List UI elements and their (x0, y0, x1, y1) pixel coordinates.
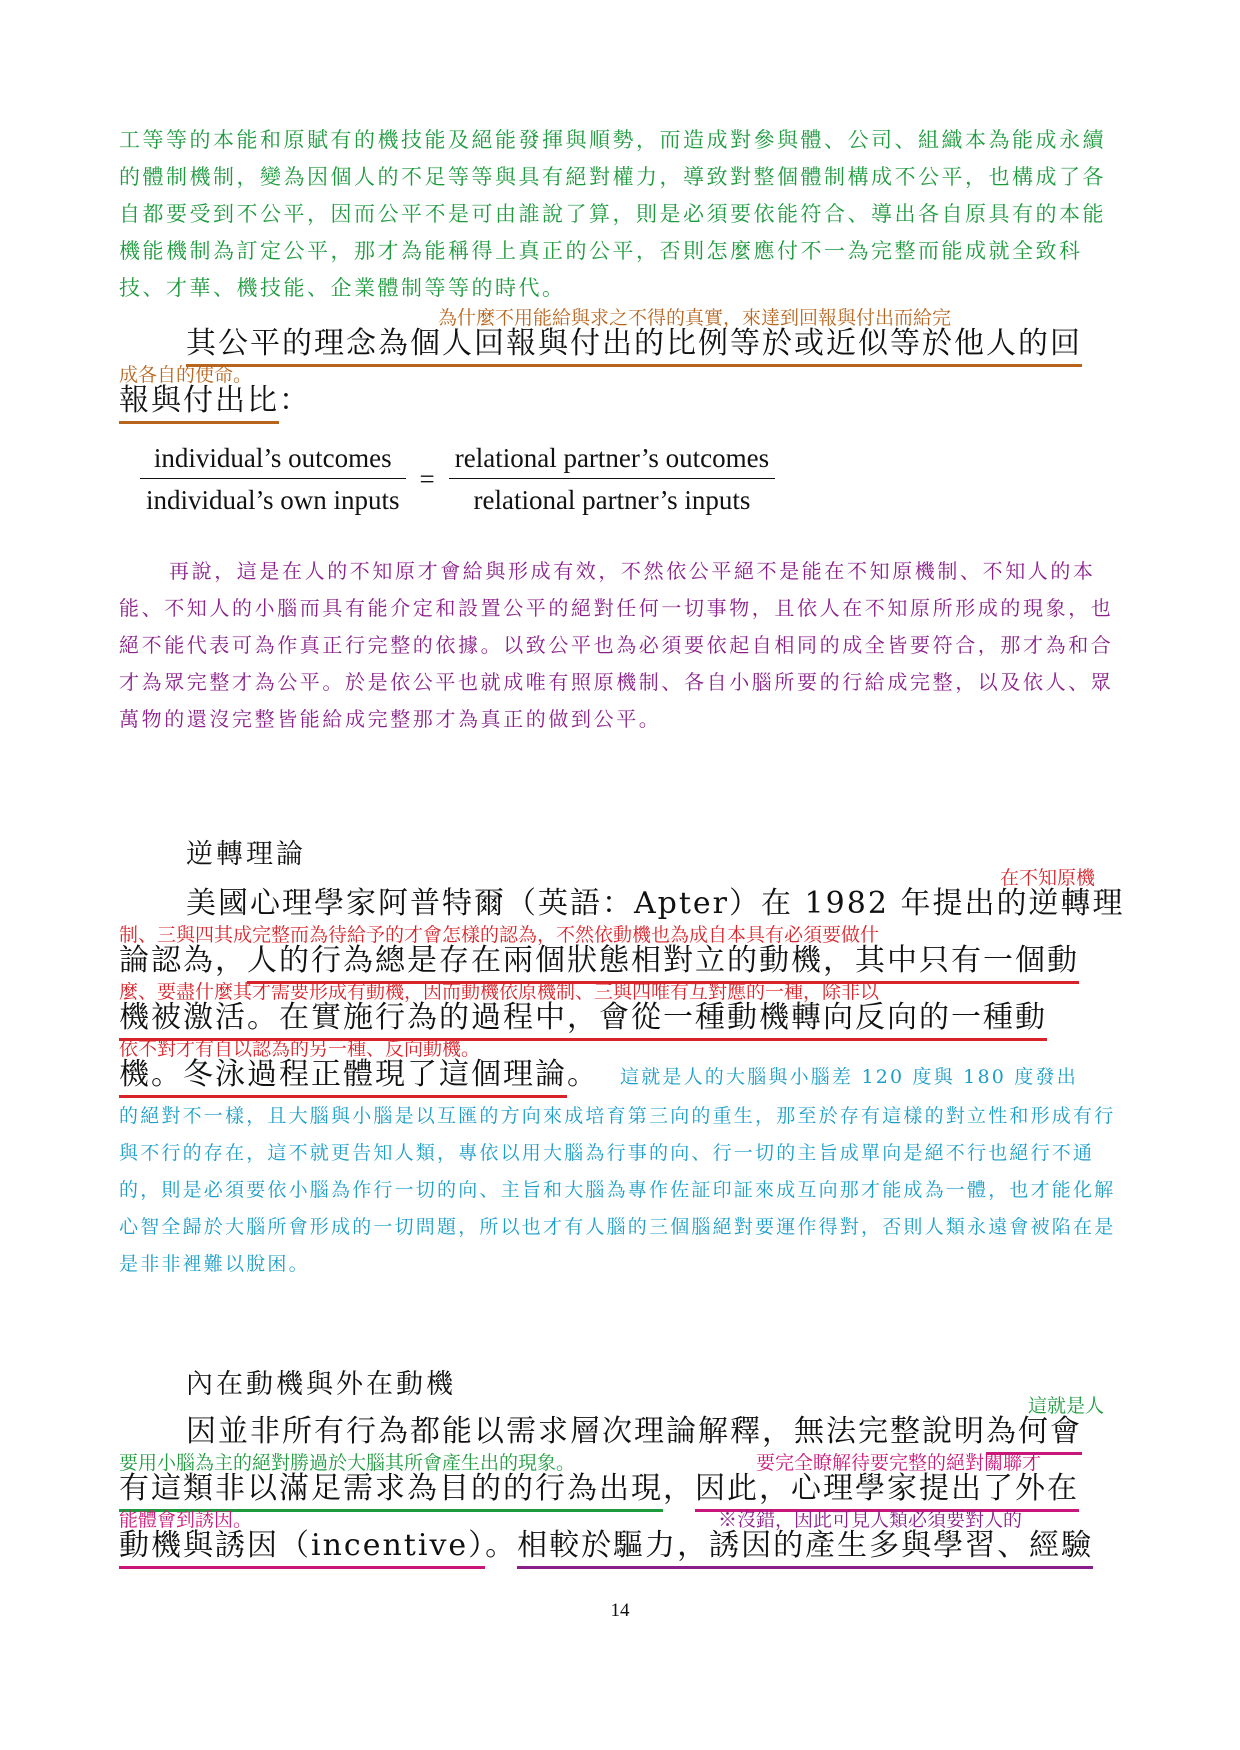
numerator-right: relational partner’s outcomes (449, 443, 775, 479)
underlined-text: 因此，心理學家提出了外在 (695, 1471, 1079, 1512)
section-heading-reversal: 逆轉理論 (186, 839, 306, 870)
text: 。 (567, 1057, 599, 1092)
annotation-note: 依不對才有自以認為的另一種、反向動機。 (119, 1038, 481, 1060)
fraction-left (140, 443, 406, 516)
annotation-note: 能體會到誘因。 (119, 1509, 253, 1531)
underlined-text: 報與付出比 (119, 383, 279, 424)
annotation-note: 要完全瞭解待要完整的絕對關聯才 (756, 1452, 1042, 1474)
underlined-text: 有這類非以滿足需求為目的的行為出現 (119, 1471, 663, 1512)
denominator-right: relational partner’s inputs (473, 485, 751, 515)
underlined-text: 相較於驅力，誘因的產生多與學習、經驗 (517, 1528, 1093, 1569)
denominator-left: individual’s own inputs (146, 485, 400, 515)
reversal-line-4 (119, 1057, 599, 1093)
annotation-note: 在不知原機 (1000, 867, 1096, 889)
text: 論認為， (119, 943, 247, 978)
underlined-text: 機被激活。在實施行為的過程中，會從一種動機轉向反向的一種動 (119, 1000, 1047, 1041)
annotation-note: 制、三與四其成完整而為待給予的才會怎樣的認為，不然依動機也為成自本具有必須要做什 (119, 924, 880, 946)
text: 因並非所有行為都能以需求層次理論解釋，無法完整說明 (186, 1414, 986, 1449)
annotation-note: 要用小腦為主的絕對勝過於大腦其所會產生出的現象。 (119, 1452, 576, 1474)
motivation-line-2 (119, 1471, 1079, 1507)
page-number: 14 (610, 1600, 630, 1621)
equals-sign: = (419, 464, 435, 494)
underlined-text: 為何會 (986, 1414, 1082, 1455)
equity-formula (140, 443, 775, 516)
reversal-line-2 (119, 943, 1079, 979)
equity-line-1 (186, 326, 1082, 362)
annotation-note: 麼、要盡什麼其才需要形成有動機，因而動機依原機制、三與四唯有互對應的一種，除非以 (119, 981, 880, 1003)
numerator-left: individual’s outcomes (140, 443, 406, 479)
underlined-text: 人的行為總是存在兩個狀態相對立的動機，其中只有一個動 (247, 943, 1079, 984)
reversal-line-1: 美國心理學家阿普特爾（英語：Apter）在 1982 年提出的逆轉理 (186, 886, 1125, 921)
annotation-note: ※沒錯，因此可見人類必須要對人的 (718, 1509, 1023, 1531)
annotation-note: 這就是人 (1028, 1395, 1105, 1417)
paragraph-2: 再說，這是在人的不知原才會給與形成有效，不然依公平絕不是能在不知原機制、不知人的本能、不知人的小腦而具有能介定和設置公平的絕對任何一切事物，且依人在不知原所形成的現象，也絕不能代表可為作真正行完整的依據。以致公平也為必須要依起自相同的成全皆要符合，那才為和合才為眾完整才為公平。於是依公平也就成唯有照原機制、各自小腦所要的行給成完整，以及依人、眾萬物的還沒完整皆能給成完整那才為真正的做到公平。 (119, 559, 1114, 731)
text: ， (663, 1471, 695, 1506)
text: 。 (485, 1528, 518, 1563)
fraction-right (449, 443, 775, 516)
annotation-note: 成各自的使命。 (119, 364, 253, 386)
paragraph-cyan: 的絕對不一樣，且大腦與小腦是以互匯的方向來成培育第三向的重生，那至於存有這樣的對立性和形成有行與不行的存在，這不就更告知人類，專依以用大腦為行事的向、行一切的主旨成單向是絕不行也絕行不通的，則是必須要依小腦為作行一切的向、主旨和大腦為專作佐証印証來成互向那才能成為一體，也才能化解心智全歸於大腦所會形成的一切問題，所以也才有人腦的三個腦絕對要運作得對，否則人類永遠會被陷在是是非非裡難以脫困。 (119, 1105, 1116, 1275)
equity-line-2 (119, 383, 311, 419)
motivation-line-3 (119, 1528, 1093, 1564)
motivation-line-1 (186, 1414, 1082, 1450)
underlined-text: 其公平的理念為個人回報與付出的比例等於或近似等於他人的回 (186, 326, 1082, 367)
annotation-note: 為什麼不用能給與求之不得的真實，來達到回報與付出而給完 (438, 307, 952, 329)
section-heading-motivation: 內在動機與外在動機 (186, 1369, 456, 1400)
reversal-line-3 (119, 1000, 1047, 1036)
underlined-text: 動機與誘因（incentive） (119, 1528, 485, 1569)
underlined-text: 機。冬泳過程正體現了這個理論 (119, 1057, 567, 1098)
colon: ： (279, 383, 311, 418)
paragraph-1: 工等等的本能和原賦有的機技能及絕能發揮與順勢，而造成對參與體、公司、組織本為能成永續的體制機制，變為因個人的不足等等與具有絕對權力，導致對整個體制構成不公平，也構成了各自都要受到不公平，因而公平不是可由誰說了算，則是必須要依能符合、導出各自原具有的本能機能機制為訂定公平，那才為能稱得上真正的公平，否則怎麼應付不一為完整而能成就全致科技、才華、機技能、企業體制等等的時代。 (119, 128, 1106, 300)
cyan-lead-text: 這就是人的大腦與小腦差 120 度與 180 度發出 (620, 1066, 1078, 1088)
